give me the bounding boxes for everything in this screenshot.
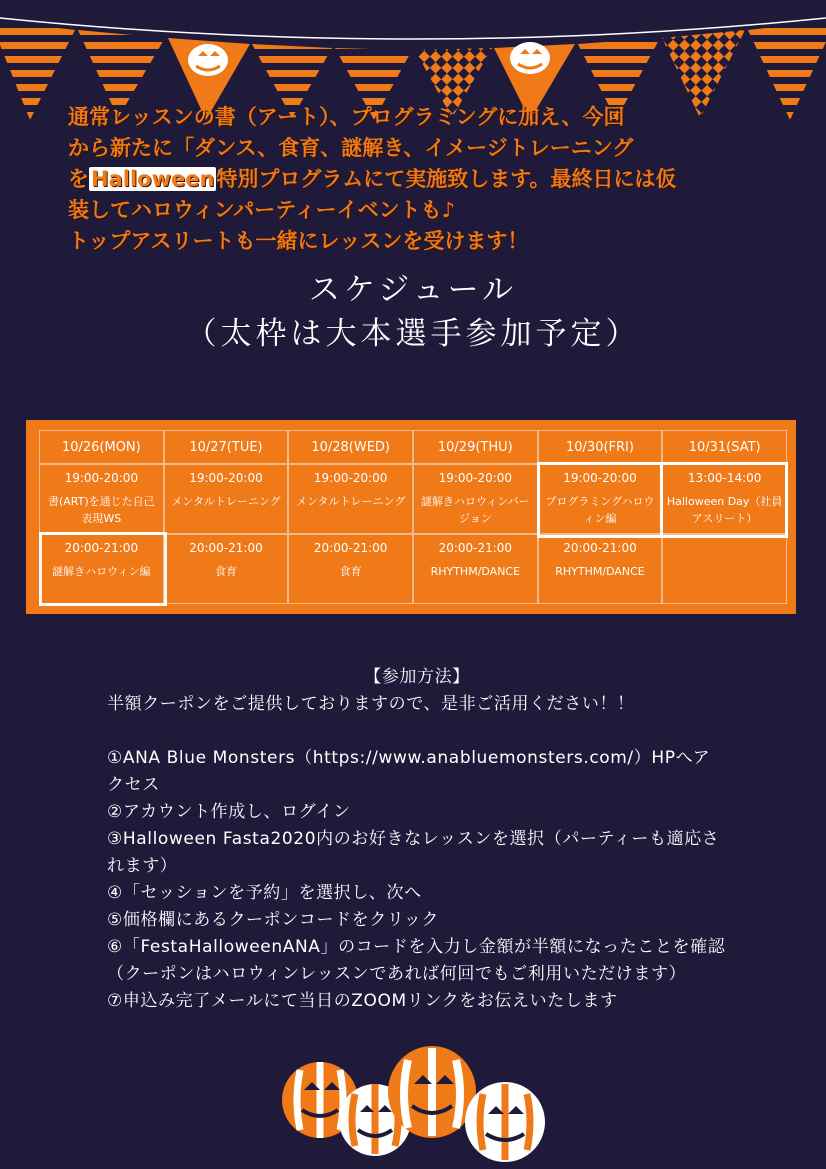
athlete-highlight-box [537, 462, 663, 538]
intro-prefix: を [68, 167, 89, 191]
pumpkin-group [280, 1040, 560, 1169]
lesson-time: 19:00-20:00 [313, 471, 388, 485]
lesson-cell [413, 464, 538, 534]
lesson-name: 書(ART)を通じた自己表現WS [47, 495, 155, 525]
pumpkin-icon [388, 1046, 476, 1138]
intro-line: 装してハロウィンパーティーイベントも♪ [68, 198, 455, 222]
howto-step: ④「セッションを予約」を選択し、次へ [107, 883, 422, 903]
lesson-time: 13:00-14:00 [687, 471, 762, 485]
lesson-time: 20:00-21:00 [563, 541, 637, 555]
lesson-name: RHYTHM/DANCE [555, 565, 645, 578]
intro-line: 通常レッスンの書（アート）、プログラミングに加え、今回 [68, 105, 625, 129]
howto-step: ①ANA Blue Monsters（https://www.anabluemonsters.com/）HPへアクセス [107, 748, 711, 795]
lesson-cell [164, 534, 289, 604]
participation-instructions [107, 664, 727, 1015]
lesson-name: 食育 [214, 565, 237, 578]
lesson-time: 19:00-20:00 [563, 471, 637, 485]
lesson-name: プログラミングハロウィン編 [545, 495, 655, 525]
athlete-highlight-box [660, 462, 788, 538]
lesson-name: メンタルトレーニング [171, 495, 281, 508]
intro-line: から新たに「ダンス、食育、謎解き、イメージトレーニング [68, 136, 634, 160]
lesson-time: 19:00-20:00 [438, 471, 513, 485]
howto-step: ⑦申込み完了メールにて当日のZOOMリンクをお伝えいたします [107, 991, 618, 1011]
athlete-highlight-box [39, 532, 167, 606]
lesson-name: RHYTHM/DANCE [430, 565, 521, 578]
howto-lead: 半額クーポンをご提供しておりますので、是非ご活用ください！！ [107, 694, 635, 714]
lesson-time: 20:00-21:00 [189, 541, 263, 555]
day-header: 10/28(WED) [288, 430, 413, 464]
lesson-cell [39, 464, 164, 534]
lesson-time: 19:00-20:00 [189, 471, 263, 485]
halloween-highlight: Halloween [91, 167, 215, 191]
day-header: 10/26(MON) [39, 430, 164, 464]
howto-step: ⑤価格欄にあるクーポンコードをクリック [107, 910, 439, 930]
howto-step: ③Halloween Fasta2020内のお好きなレッスンを選択（パーティーも適応されます） [107, 829, 720, 876]
schedule-heading [0, 268, 826, 356]
lesson-time: 20:00-21:00 [438, 541, 513, 555]
lesson-name: 謎解きハロウィン編 [52, 565, 151, 578]
lesson-time: 20:00-21:00 [64, 541, 139, 555]
day-header: 10/29(THU) [413, 430, 538, 464]
schedule-table [26, 420, 796, 614]
intro-text [68, 102, 768, 257]
intro-line [68, 164, 768, 195]
schedule-title: スケジュール [308, 272, 518, 308]
day-header: 10/30(FRI) [538, 430, 663, 464]
lesson-cell [538, 534, 663, 604]
howto-step: ②アカウント作成し、ログイン [107, 802, 351, 822]
day-header: 10/27(TUE) [164, 430, 289, 464]
lesson-time: 19:00-20:00 [64, 471, 139, 485]
lesson-cell [164, 464, 289, 534]
pumpkin-icon [510, 42, 550, 74]
howto-step: ⑥「FestaHalloweenANA」のコードを入力し金額が半額になったことを確認（クーポンはハロウィンレッスンであれば何回でもご利用いただけます） [107, 937, 726, 984]
lesson-name: Halloween Day（社員アスリート） [666, 495, 783, 525]
day-header: 10/31(SAT) [662, 430, 787, 464]
lesson-cell [288, 464, 413, 534]
bunting-flag [0, 20, 75, 120]
intro-line-rest: 特別プログラムにて実施致します。最終日には仮 [216, 167, 677, 191]
lesson-cell [288, 534, 413, 604]
lesson-cell [413, 534, 538, 604]
lesson-cell [662, 534, 787, 604]
lesson-name: 謎解きハロウィンバージョン [421, 495, 530, 525]
schedule-subtitle: （太枠は大本選手参加予定） [185, 316, 641, 352]
lesson-time: 20:00-21:00 [313, 541, 388, 555]
pumpkin-icon [465, 1082, 545, 1162]
pumpkin-icon [188, 44, 228, 76]
howto-heading: 【参加方法】 [364, 667, 470, 687]
lesson-name: メンタルトレーニング [295, 495, 406, 508]
intro-line: トップアスリートも一緒にレッスンを受けます！ [68, 229, 529, 253]
lesson-name: 食育 [339, 565, 362, 578]
